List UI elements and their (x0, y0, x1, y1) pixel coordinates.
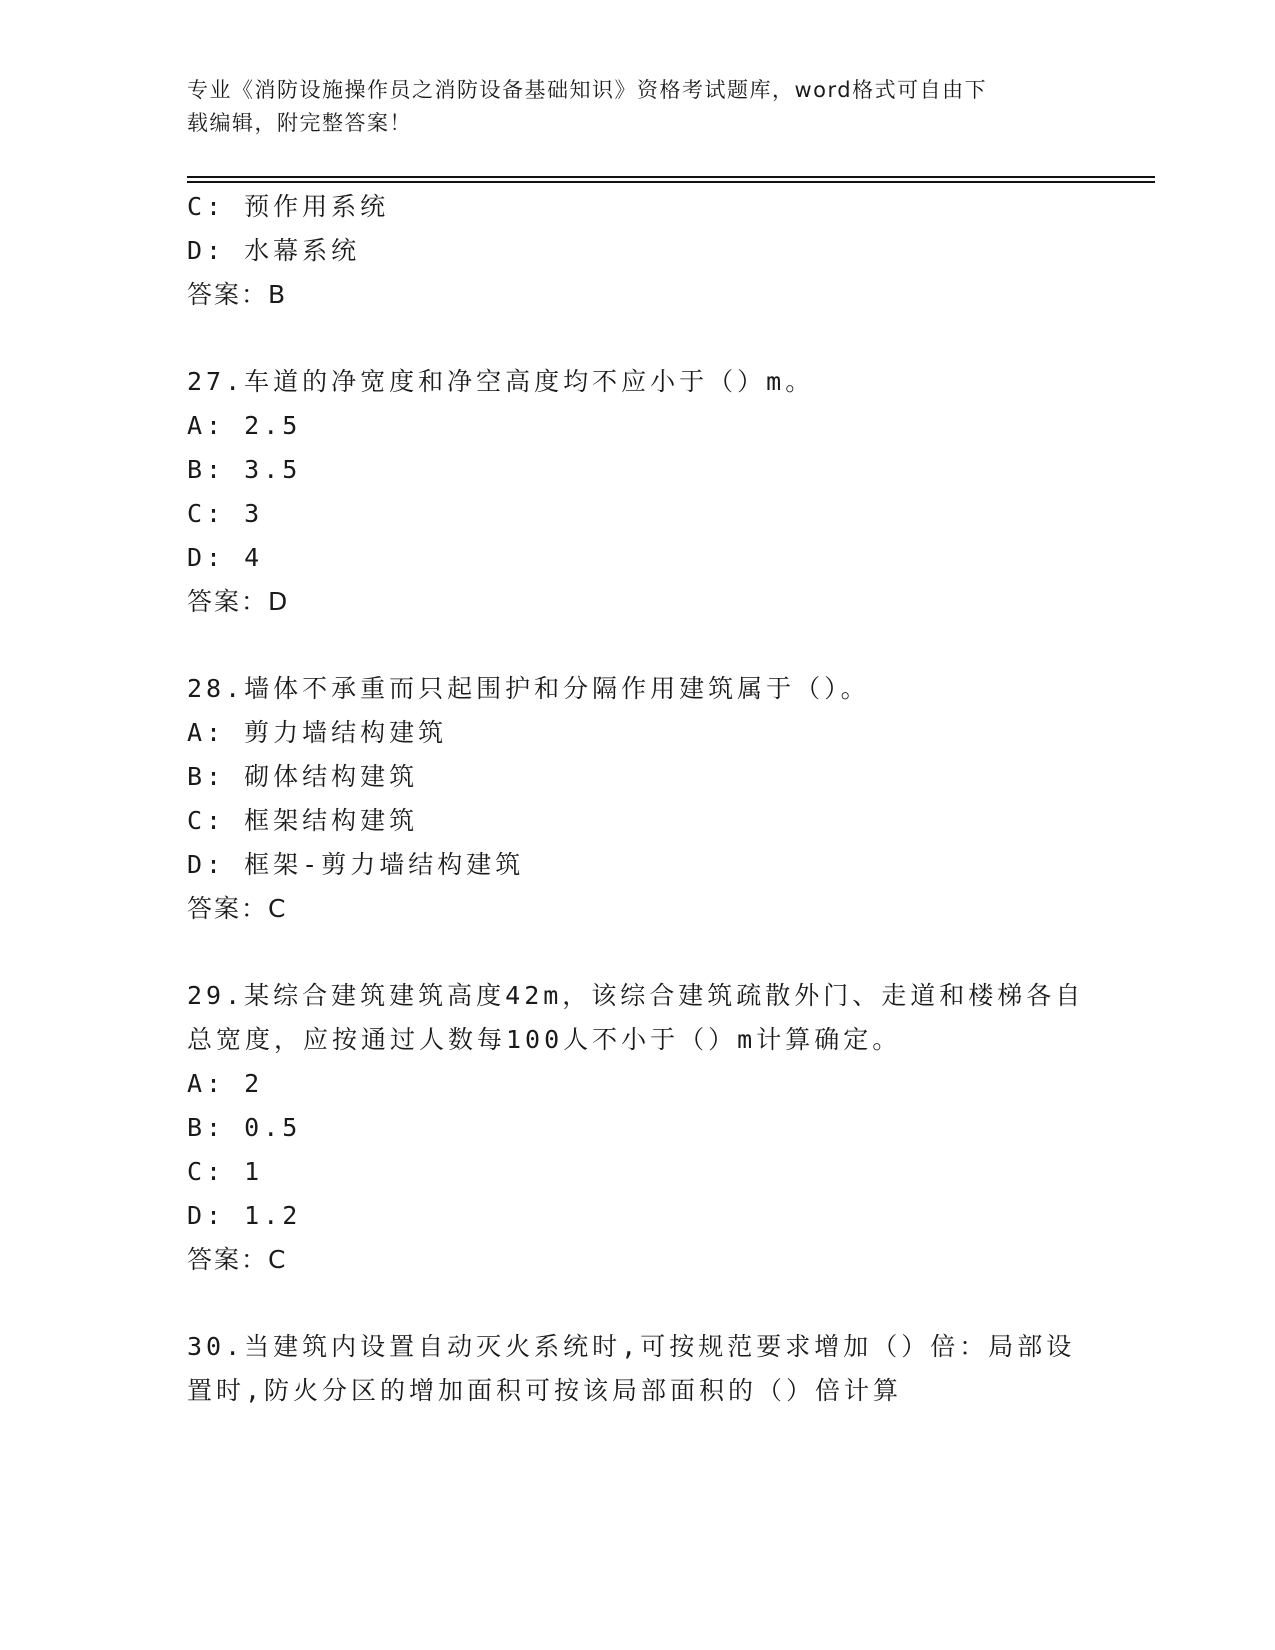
header-divider-top (187, 176, 1155, 178)
header-divider-bottom (187, 181, 1155, 183)
q26-option-c: C: 预作用系统 (187, 192, 390, 221)
header-line-2: 载编辑，附完整答案！ (187, 111, 412, 135)
q29-answer: 答案：C (187, 1245, 288, 1274)
q28-option-a: A: 剪力墙结构建筑 (187, 718, 448, 747)
q29-option-d: D: 1.2 (187, 1201, 302, 1230)
q26-option-d: D: 水幕系统 (187, 236, 361, 265)
q29-stem-line-2: 总宽度，应按通过人数每100人不小于（）m计算确定。 (187, 1025, 902, 1054)
q29-option-c: C: 1 (187, 1157, 264, 1186)
q28-option-d: D: 框架-剪力墙结构建筑 (187, 850, 525, 879)
header-line-1: 专业《消防设施操作员之消防设备基础知识》资格考试题库，word格式可自由下 (187, 78, 988, 102)
q28-stem: 28.墙体不承重而只起围护和分隔作用建筑属于（）。 (187, 674, 870, 703)
q29-option-a: A: 2 (187, 1069, 264, 1098)
q26-answer: 答案：B (187, 280, 288, 309)
q28-option-b: B: 砌体结构建筑 (187, 762, 419, 791)
q28-option-c: C: 框架结构建筑 (187, 806, 419, 835)
q27-option-c: C: 3 (187, 499, 264, 528)
document-header (187, 74, 1087, 140)
q27-option-a: A: 2.5 (187, 411, 302, 440)
q30-stem-line-1: 30.当建筑内设置自动灭火系统时,可按规范要求增加（）倍：局部设 (187, 1332, 1076, 1361)
q27-stem: 27.车道的净宽度和净空高度均不应小于（）m。 (187, 367, 815, 396)
q30-stem-line-2: 置时,防火分区的增加面积可按该局部面积的（）倍计算 (187, 1376, 903, 1405)
q27-option-d: D: 4 (187, 543, 264, 572)
q27-answer: 答案：D (187, 587, 290, 616)
q29-option-b: B: 0.5 (187, 1113, 302, 1142)
q29-stem-line-1: 29.某综合建筑建筑高度42m，该综合建筑疏散外门、走道和楼梯各自 (187, 981, 1085, 1010)
q27-option-b: B: 3.5 (187, 455, 302, 484)
q28-answer: 答案：C (187, 894, 288, 923)
